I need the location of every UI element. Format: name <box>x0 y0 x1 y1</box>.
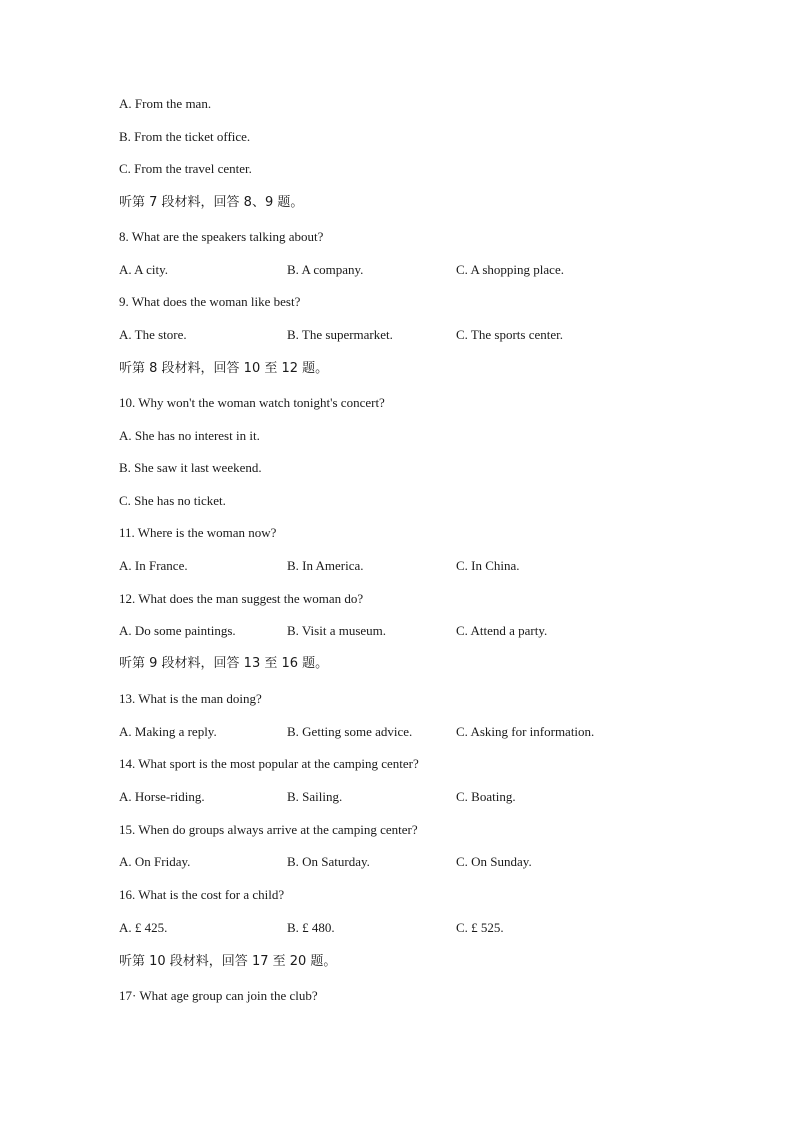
q14-option-c: C. Boating. <box>456 789 516 804</box>
q16-option-c: C. £ 525. <box>456 920 504 935</box>
q10-option-c: C. She has no ticket. <box>119 493 226 508</box>
section-10-heading: 听第 10 段材料，回答 17 至 20 题。 <box>119 954 337 969</box>
q8-options <box>119 262 679 278</box>
q9-option-c: C. The sports center. <box>456 327 563 342</box>
q7-option-b: B. From the ticket office. <box>119 129 251 144</box>
q13-option-a: A. Making a reply. <box>119 724 217 739</box>
q15-question: 15. When do groups always arrive at the camping center? <box>119 822 418 837</box>
q10-option-a: A. She has no interest in it. <box>119 428 260 443</box>
q11-option-b: B. In America. <box>287 558 364 573</box>
q11-options <box>119 558 679 574</box>
q15-option-a: A. On Friday. <box>119 854 191 869</box>
q10-option-b: B. She saw it last weekend. <box>119 460 262 475</box>
q15-option-c: C. On Sunday. <box>456 854 532 869</box>
q8-option-b: B. A company. <box>287 262 364 277</box>
q9-options <box>119 327 679 343</box>
q9-option-a: A. The store. <box>119 327 187 342</box>
q16-question: 16. What is the cost for a child? <box>119 887 285 902</box>
q12-option-b: B. Visit a museum. <box>287 623 387 638</box>
q16-option-a: A. £ 425. <box>119 920 168 935</box>
q10-question: 10. Why won't the woman watch tonight's concert? <box>119 395 385 410</box>
q14-option-b: B. Sailing. <box>287 789 343 804</box>
q8-option-c: C. A shopping place. <box>456 262 564 277</box>
q13-options <box>119 724 679 740</box>
section-7-heading: 听第 7 段材料，回答 8、9 题。 <box>119 195 304 210</box>
section-8-heading: 听第 8 段材料，回答 10 至 12 题。 <box>119 361 329 376</box>
q14-question: 14. What sport is the most popular at the camping center? <box>119 756 419 771</box>
q7-option-a: A. From the man. <box>119 96 212 111</box>
q12-question: 12. What does the man suggest the woman do? <box>119 591 364 606</box>
q7-option-c: C. From the travel center. <box>119 161 252 176</box>
q12-option-a: A. Do some paintings. <box>119 623 236 638</box>
q14-options <box>119 789 679 805</box>
q14-option-a: A. Horse-riding. <box>119 789 205 804</box>
q11-option-a: A. In France. <box>119 558 188 573</box>
q12-option-c: C. Attend a party. <box>456 623 548 638</box>
q15-options <box>119 854 679 870</box>
q11-question: 11. Where is the woman now? <box>119 525 277 540</box>
q13-option-c: C. Asking for information. <box>456 724 595 739</box>
q16-options <box>119 920 679 936</box>
q9-option-b: B. The supermarket. <box>287 327 393 342</box>
q12-options <box>119 623 679 639</box>
section-9-heading: 听第 9 段材料，回答 13 至 16 题。 <box>119 656 329 671</box>
q11-option-c: C. In China. <box>456 558 520 573</box>
q17-question: 17· What age group can join the club? <box>119 988 318 1003</box>
q8-question: 8. What are the speakers talking about? <box>119 229 324 244</box>
q8-option-a: A. A city. <box>119 262 168 277</box>
q16-option-b: B. £ 480. <box>287 920 335 935</box>
q13-option-b: B. Getting some advice. <box>287 724 413 739</box>
q13-question: 13. What is the man doing? <box>119 691 262 706</box>
q15-option-b: B. On Saturday. <box>287 854 370 869</box>
q9-question: 9. What does the woman like best? <box>119 294 301 309</box>
